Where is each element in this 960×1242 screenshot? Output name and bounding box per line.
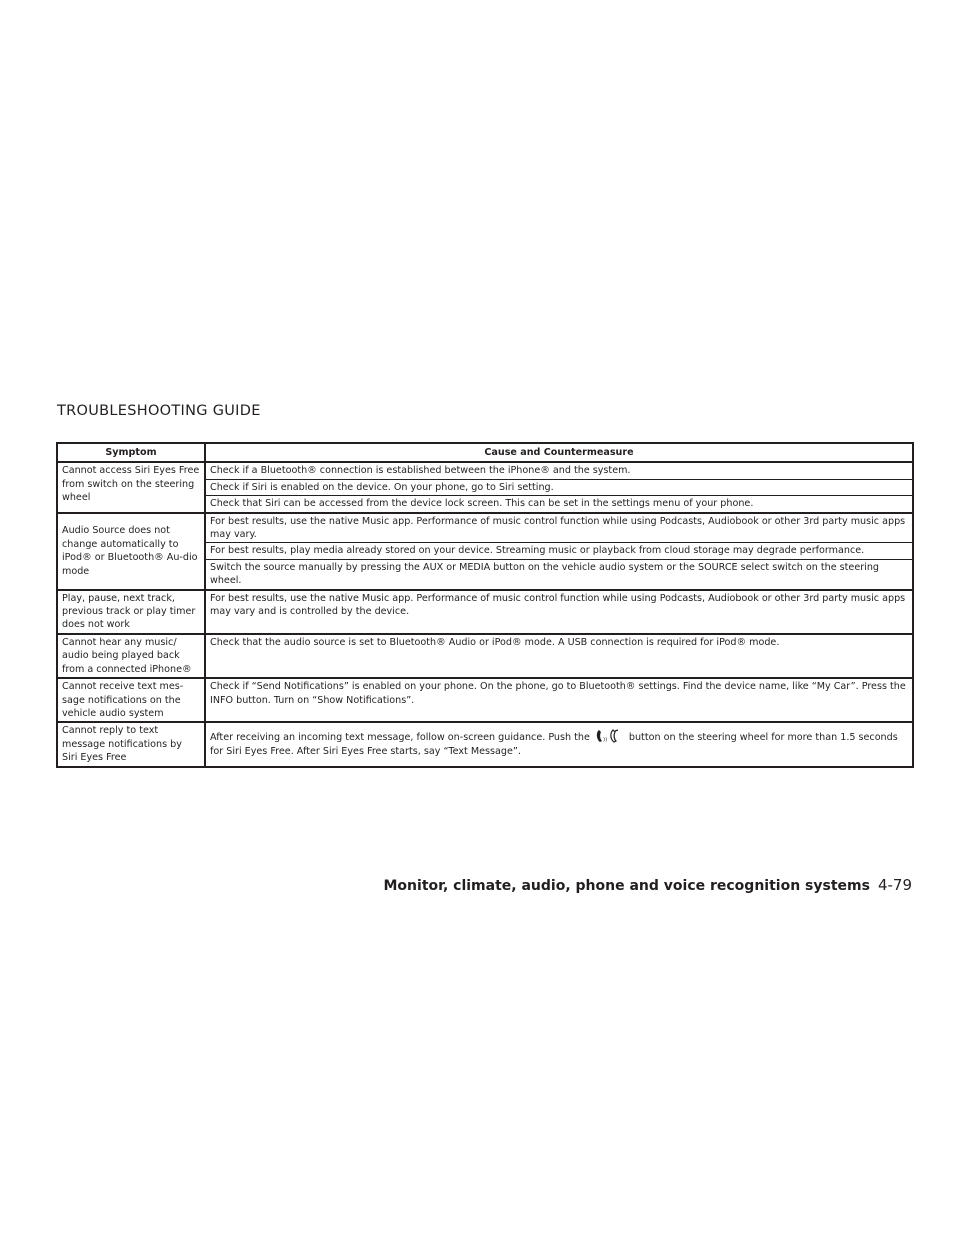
page-footer (0, 876, 912, 894)
symptom-cell: Cannot receive text mes-sage notifications on the vehicle audio system (57, 678, 205, 722)
table-row (57, 462, 913, 479)
cause-cell: For best results, play media already stored on your device. Streaming music or playback from cloud storage may degrade performance. (205, 543, 913, 559)
section-title: TROUBLESHOOTING GUIDE (57, 403, 261, 419)
cause-cell: Check that the audio source is set to Bluetooth® Audio or iPod® mode. A USB connection is required for iPod® mode. (205, 634, 913, 678)
cause-cell: Switch the source manually by pressing the AUX or MEDIA button on the vehicle audio system or the SOURCE select switch on the steering wheel. (205, 559, 913, 589)
cause-cell (205, 722, 913, 766)
table-row (57, 590, 913, 634)
page-number: 4-79 (877, 876, 912, 894)
table-header-row (57, 443, 913, 462)
table-row (57, 678, 913, 722)
cause-text-after-icon: button on the steering wheel for more than 1.5 seconds for Siri Eyes Free. After Siri Eyes Free starts, say “Text Message”. (210, 732, 898, 757)
symptom-cell: Cannot access Siri Eyes Free from switch on the steering wheel (57, 462, 205, 512)
voice-recognition-icon (593, 728, 623, 744)
cause-cell: Check if a Bluetooth® connection is established between the iPhone® and the system. (205, 462, 913, 479)
table-row (57, 722, 913, 766)
symptom-cell: Cannot hear any music/ audio being played back from a connected iPhone® (57, 634, 205, 678)
svg-text:)): )) (602, 737, 608, 744)
symptom-cell: Play, pause, next track, previous track or play timer does not work (57, 590, 205, 634)
cause-cell: For best results, use the native Music app. Performance of music control function while using Podcasts, Audiobook or other 3rd party music apps may vary and is controlled by the device. (205, 590, 913, 634)
cause-column-header: Cause and Countermeasure (205, 443, 913, 462)
cause-cell: Check that Siri can be accessed from the device lock screen. This can be set in the settings menu of your phone. (205, 496, 913, 513)
cause-cell: For best results, use the native Music app. Performance of music control function while using Podcasts, Audiobook or other 3rd party music apps may vary. (205, 513, 913, 543)
symptom-column-header: Symptom (57, 443, 205, 462)
table-row (57, 513, 913, 543)
symptom-cell: Cannot reply to text message notifications by Siri Eyes Free (57, 722, 205, 766)
cause-text-before-icon: After receiving an incoming text message, follow on-screen guidance. Push the (210, 732, 590, 744)
table-row (57, 634, 913, 678)
symptom-cell: Audio Source does not change automatically to iPod® or Bluetooth® Au-dio mode (57, 513, 205, 590)
cause-cell: Check if “Send Notifications” is enabled on your phone. On the phone, go to Bluetooth® settings. Find the device name, like “My Car”. Press the INFO button. Turn on “Show Notifications”. (205, 678, 913, 722)
troubleshooting-table (56, 442, 914, 768)
chapter-title: Monitor, climate, audio, phone and voice recognition systems (383, 878, 870, 894)
cause-cell: Check if Siri is enabled on the device. On your phone, go to Siri setting. (205, 479, 913, 495)
